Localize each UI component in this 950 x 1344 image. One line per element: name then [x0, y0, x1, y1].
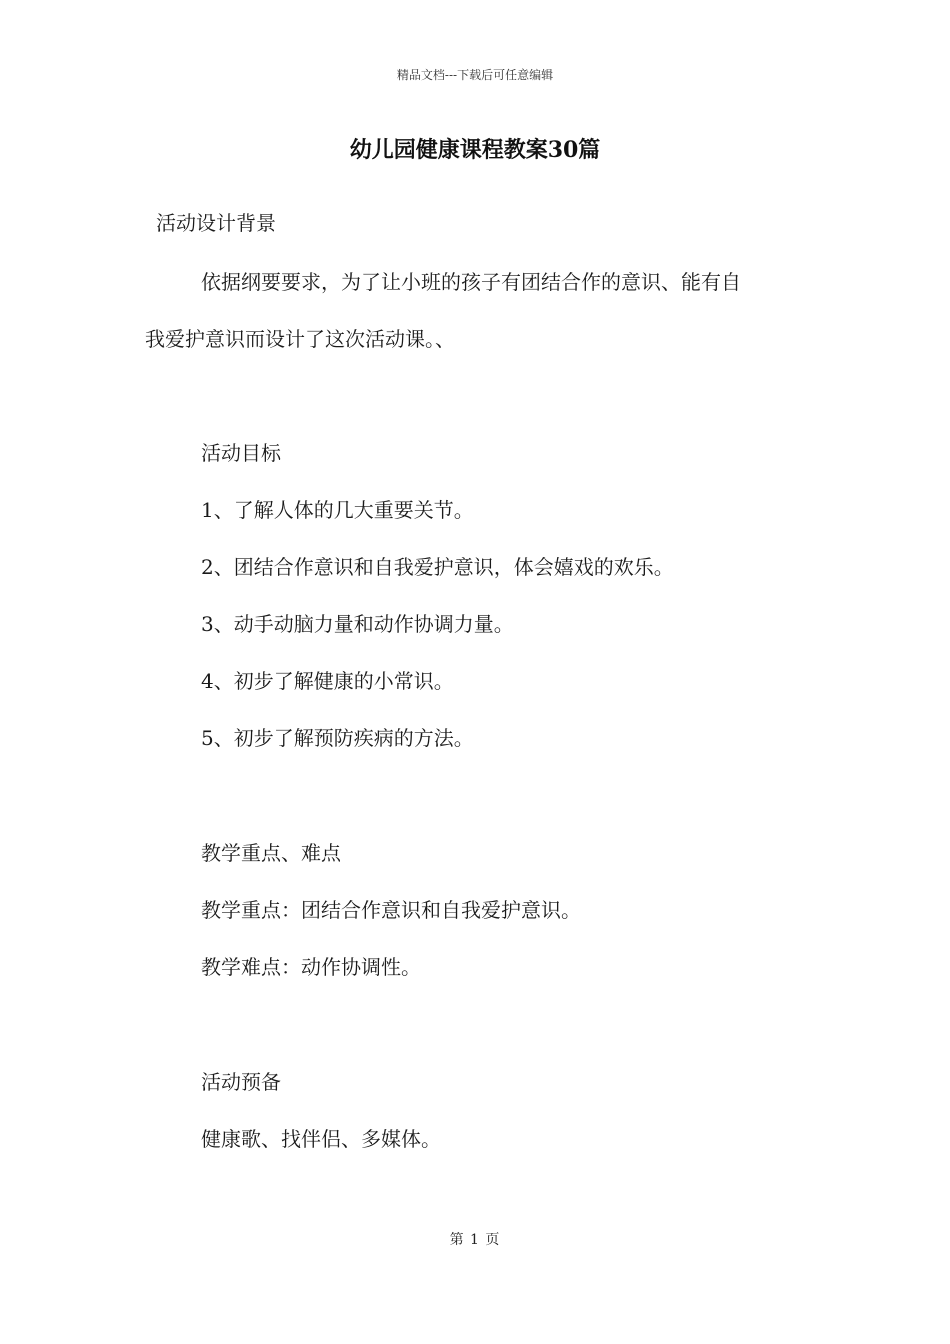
goal-item-5: 5、初步了解预防疾病的方法。	[201, 726, 474, 750]
goal-item-4: 4、初步了解健康的小常识。	[201, 669, 454, 693]
page-number: 第 1 页	[449, 1232, 501, 1248]
goal-item-2: 2、团结合作意识和自我爱护意识，体会嬉戏的欢乐。	[201, 555, 674, 579]
teaching-difficulty: 教学难点：动作协调性。	[201, 955, 421, 979]
background-heading: 活动设计背景	[156, 211, 276, 235]
goal-item-1: 1、了解人体的几大重要关节。	[201, 498, 474, 522]
background-paragraph-line-1: 依据纲要要求，为了让小班的孩子有团结合作的意识、能有自	[201, 270, 741, 294]
key-points-heading: 教学重点、难点	[201, 841, 341, 865]
teaching-focus: 教学重点：团结合作意识和自我爱护意识。	[201, 898, 581, 922]
preparation-heading: 活动预备	[201, 1070, 281, 1094]
background-paragraph-line-2: 我爱护意识而设计了这次活动课。、	[145, 327, 455, 351]
header-note: 精品文档---下载后可任意编辑	[396, 68, 554, 82]
goal-item-3: 3、动手动脑力量和动作协调力量。	[201, 612, 514, 636]
document-title: 幼儿园健康课程教案30篇	[349, 137, 601, 163]
preparation-content: 健康歌、找伴侣、多媒体。	[201, 1127, 441, 1151]
goals-heading: 活动目标	[201, 441, 281, 465]
